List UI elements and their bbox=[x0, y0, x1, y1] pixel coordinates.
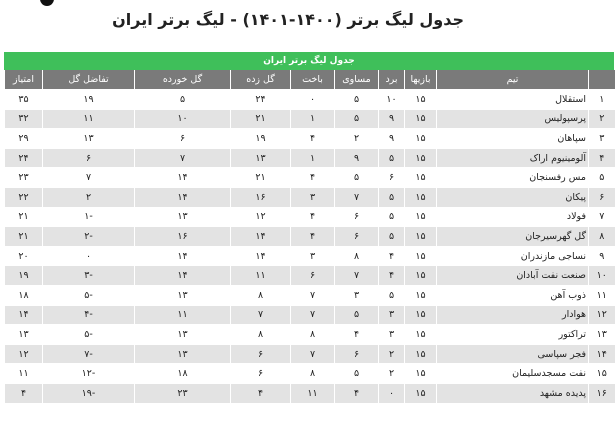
cell-goals-against: ۱۴ bbox=[135, 246, 231, 266]
cell-team: نساجی مازندران bbox=[437, 246, 589, 266]
cell-lost: ۷ bbox=[291, 285, 335, 305]
cell-points: ۱۲ bbox=[5, 344, 43, 364]
cell-lost: ۴ bbox=[291, 207, 335, 227]
cell-goals-for: ۲۴ bbox=[231, 90, 291, 110]
cell-drawn: ۶ bbox=[335, 344, 379, 364]
header-played: بازیها bbox=[405, 70, 437, 90]
cell-lost: ۰ bbox=[291, 90, 335, 110]
cell-points: ۲۹ bbox=[5, 129, 43, 149]
cell-goals-for: ۱۹ bbox=[231, 129, 291, 149]
header-won: برد bbox=[379, 70, 405, 90]
cell-won: ۵ bbox=[379, 187, 405, 207]
cell-rank: ۱ bbox=[589, 90, 615, 110]
cell-goals-for: ۶ bbox=[231, 344, 291, 364]
table-row bbox=[5, 383, 615, 402]
header-team: تیم bbox=[437, 70, 589, 90]
table-row bbox=[5, 90, 615, 110]
header-lost: باخت bbox=[291, 70, 335, 90]
cell-played: ۱۵ bbox=[405, 90, 437, 110]
cell-played: ۱۵ bbox=[405, 227, 437, 247]
header-rank bbox=[589, 70, 615, 90]
cell-drawn: ۸ bbox=[335, 246, 379, 266]
cell-lost: ۸ bbox=[291, 364, 335, 384]
cell-team: نفت مسجدسلیمان bbox=[437, 364, 589, 384]
cell-points: ۳۵ bbox=[5, 90, 43, 110]
table-row bbox=[5, 148, 615, 168]
cell-rank: ۸ bbox=[589, 227, 615, 247]
cell-goals-for: ۱۴ bbox=[231, 227, 291, 247]
cell-goal-difference: ۷ bbox=[43, 168, 135, 188]
cell-played: ۱۵ bbox=[405, 285, 437, 305]
cell-goals-for: ۴ bbox=[231, 383, 291, 402]
cell-lost: ۱۱ bbox=[291, 383, 335, 402]
cell-goal-difference: -۷ bbox=[43, 344, 135, 364]
cell-goal-difference: -۵ bbox=[43, 325, 135, 345]
cell-rank: ۱۱ bbox=[589, 285, 615, 305]
cell-played: ۱۵ bbox=[405, 148, 437, 168]
table-row bbox=[5, 109, 615, 129]
cell-team: استقلال bbox=[437, 90, 589, 110]
table-row bbox=[5, 187, 615, 207]
cell-goals-for: ۱۴ bbox=[231, 246, 291, 266]
cell-goals-for: ۱۱ bbox=[231, 266, 291, 286]
cell-lost: ۴ bbox=[291, 227, 335, 247]
cell-lost: ۳ bbox=[291, 246, 335, 266]
cell-played: ۱۵ bbox=[405, 187, 437, 207]
cell-won: ۱۰ bbox=[379, 90, 405, 110]
header-points: امتیاز bbox=[5, 70, 43, 90]
cell-played: ۱۵ bbox=[405, 325, 437, 345]
cell-drawn: ۵ bbox=[335, 305, 379, 325]
cell-played: ۱۵ bbox=[405, 305, 437, 325]
cell-drawn: ۲ bbox=[335, 129, 379, 149]
cell-team: فجر سپاسی bbox=[437, 344, 589, 364]
header-drawn: مساوی bbox=[335, 70, 379, 90]
cell-goal-difference: -۵ bbox=[43, 285, 135, 305]
cell-rank: ۳ bbox=[589, 129, 615, 149]
cell-lost: ۴ bbox=[291, 168, 335, 188]
cell-team: سپاهان bbox=[437, 129, 589, 149]
table-row bbox=[5, 266, 615, 286]
cell-goals-against: ۲۳ bbox=[135, 383, 231, 402]
cell-team: هوادار bbox=[437, 305, 589, 325]
table-row bbox=[5, 285, 615, 305]
cell-played: ۱۵ bbox=[405, 129, 437, 149]
cell-points: ۱۸ bbox=[5, 285, 43, 305]
table-row bbox=[5, 305, 615, 325]
cell-team: صنعت نفت آبادان bbox=[437, 266, 589, 286]
table-row bbox=[5, 344, 615, 364]
cell-team: گل گهرسیرجان bbox=[437, 227, 589, 247]
cell-goal-difference: ۰ bbox=[43, 246, 135, 266]
cell-played: ۱۵ bbox=[405, 364, 437, 384]
cell-rank: ۴ bbox=[589, 148, 615, 168]
cell-drawn: ۴ bbox=[335, 325, 379, 345]
table-row bbox=[5, 325, 615, 345]
table-body bbox=[5, 90, 615, 403]
cell-drawn: ۵ bbox=[335, 168, 379, 188]
cell-lost: ۶ bbox=[291, 266, 335, 286]
cell-goals-against: ۱۳ bbox=[135, 285, 231, 305]
cell-played: ۱۵ bbox=[405, 266, 437, 286]
cell-rank: ۹ bbox=[589, 246, 615, 266]
table-row bbox=[5, 129, 615, 149]
cell-points: ۱۳ bbox=[5, 325, 43, 345]
cell-rank: ۱۶ bbox=[589, 383, 615, 402]
cell-team: ذوب آهن bbox=[437, 285, 589, 305]
cell-rank: ۱۳ bbox=[589, 325, 615, 345]
cell-played: ۱۵ bbox=[405, 344, 437, 364]
cell-played: ۱۵ bbox=[405, 207, 437, 227]
cell-lost: ۷ bbox=[291, 305, 335, 325]
cell-team: مس رفسنجان bbox=[437, 168, 589, 188]
table-row bbox=[5, 207, 615, 227]
cell-goals-for: ۶ bbox=[231, 364, 291, 384]
cell-rank: ۷ bbox=[589, 207, 615, 227]
corner-dot bbox=[40, 0, 54, 6]
cell-won: ۴ bbox=[379, 266, 405, 286]
cell-points: ۱۹ bbox=[5, 266, 43, 286]
table-row bbox=[5, 168, 615, 188]
cell-played: ۱۵ bbox=[405, 109, 437, 129]
cell-drawn: ۶ bbox=[335, 227, 379, 247]
cell-won: ۳ bbox=[379, 305, 405, 325]
cell-points: ۳۲ bbox=[5, 109, 43, 129]
cell-won: ۰ bbox=[379, 383, 405, 402]
cell-drawn: ۵ bbox=[335, 364, 379, 384]
table-caption: جدول لیگ برتر ایران bbox=[4, 52, 614, 70]
cell-won: ۵ bbox=[379, 227, 405, 247]
cell-goals-for: ۱۳ bbox=[231, 148, 291, 168]
cell-goals-against: ۱۴ bbox=[135, 168, 231, 188]
page-title: جدول لیگ برتر (۱۴۰۰-۱۴۰۱) - لیگ برتر ایران bbox=[112, 10, 464, 29]
cell-points: ۲۱ bbox=[5, 227, 43, 247]
cell-goals-for: ۸ bbox=[231, 285, 291, 305]
cell-lost: ۴ bbox=[291, 129, 335, 149]
cell-played: ۱۵ bbox=[405, 168, 437, 188]
cell-points: ۴ bbox=[5, 383, 43, 402]
cell-drawn: ۷ bbox=[335, 266, 379, 286]
cell-team: تراکتور bbox=[437, 325, 589, 345]
cell-won: ۵ bbox=[379, 207, 405, 227]
cell-drawn: ۷ bbox=[335, 187, 379, 207]
cell-goals-against: ۷ bbox=[135, 148, 231, 168]
cell-lost: ۸ bbox=[291, 325, 335, 345]
cell-won: ۲ bbox=[379, 364, 405, 384]
cell-won: ۹ bbox=[379, 109, 405, 129]
cell-points: ۲۲ bbox=[5, 187, 43, 207]
cell-points: ۲۰ bbox=[5, 246, 43, 266]
cell-won: ۵ bbox=[379, 285, 405, 305]
cell-drawn: ۵ bbox=[335, 109, 379, 129]
cell-team: فولاد bbox=[437, 207, 589, 227]
cell-lost: ۷ bbox=[291, 344, 335, 364]
cell-goals-against: ۱۱ bbox=[135, 305, 231, 325]
cell-goal-difference: -۱۹ bbox=[43, 383, 135, 402]
cell-goals-for: ۷ bbox=[231, 305, 291, 325]
table-header-row bbox=[5, 70, 615, 90]
cell-rank: ۲ bbox=[589, 109, 615, 129]
cell-won: ۲ bbox=[379, 344, 405, 364]
cell-won: ۶ bbox=[379, 168, 405, 188]
cell-goals-for: ۸ bbox=[231, 325, 291, 345]
cell-goal-difference: -۴ bbox=[43, 305, 135, 325]
cell-goals-for: ۲۱ bbox=[231, 109, 291, 129]
cell-goal-difference: ۱۱ bbox=[43, 109, 135, 129]
cell-rank: ۱۵ bbox=[589, 364, 615, 384]
cell-team: آلومینیوم اراک bbox=[437, 148, 589, 168]
table-row bbox=[5, 246, 615, 266]
cell-goals-against: ۱۳ bbox=[135, 207, 231, 227]
cell-goals-against: ۱۴ bbox=[135, 187, 231, 207]
cell-goals-against: ۱۶ bbox=[135, 227, 231, 247]
cell-goals-against: ۱۸ bbox=[135, 364, 231, 384]
cell-goal-difference: ۶ bbox=[43, 148, 135, 168]
cell-goals-for: ۱۲ bbox=[231, 207, 291, 227]
cell-drawn: ۵ bbox=[335, 90, 379, 110]
cell-goals-against: ۱۴ bbox=[135, 266, 231, 286]
cell-rank: ۱۲ bbox=[589, 305, 615, 325]
cell-points: ۲۴ bbox=[5, 148, 43, 168]
cell-drawn: ۳ bbox=[335, 285, 379, 305]
cell-played: ۱۵ bbox=[405, 246, 437, 266]
cell-played: ۱۵ bbox=[405, 383, 437, 402]
cell-team: پرسپولیس bbox=[437, 109, 589, 129]
cell-points: ۲۱ bbox=[5, 207, 43, 227]
cell-points: ۲۳ bbox=[5, 168, 43, 188]
cell-won: ۵ bbox=[379, 148, 405, 168]
cell-drawn: ۹ bbox=[335, 148, 379, 168]
cell-drawn: ۴ bbox=[335, 383, 379, 402]
cell-goal-difference: -۱ bbox=[43, 207, 135, 227]
header-goal-difference: تفاضل گل bbox=[43, 70, 135, 90]
cell-won: ۹ bbox=[379, 129, 405, 149]
table-row bbox=[5, 364, 615, 384]
cell-rank: ۶ bbox=[589, 187, 615, 207]
cell-rank: ۵ bbox=[589, 168, 615, 188]
cell-points: ۱۴ bbox=[5, 305, 43, 325]
header-goals-against: گل خورده bbox=[135, 70, 231, 90]
cell-goals-against: ۶ bbox=[135, 129, 231, 149]
cell-won: ۳ bbox=[379, 325, 405, 345]
cell-goal-difference: ۱۹ bbox=[43, 90, 135, 110]
table-row bbox=[5, 227, 615, 247]
cell-drawn: ۶ bbox=[335, 207, 379, 227]
cell-goals-against: ۱۳ bbox=[135, 344, 231, 364]
cell-goals-for: ۱۶ bbox=[231, 187, 291, 207]
cell-rank: ۱۰ bbox=[589, 266, 615, 286]
cell-won: ۴ bbox=[379, 246, 405, 266]
cell-goals-against: ۱۰ bbox=[135, 109, 231, 129]
cell-points: ۱۱ bbox=[5, 364, 43, 384]
cell-goal-difference: ۲ bbox=[43, 187, 135, 207]
league-table-container bbox=[4, 52, 614, 403]
cell-rank: ۱۴ bbox=[589, 344, 615, 364]
cell-goal-difference: -۲ bbox=[43, 227, 135, 247]
cell-goals-for: ۲۱ bbox=[231, 168, 291, 188]
cell-lost: ۱ bbox=[291, 148, 335, 168]
cell-lost: ۳ bbox=[291, 187, 335, 207]
header-goals-for: گل زده bbox=[231, 70, 291, 90]
cell-goal-difference: ۱۳ bbox=[43, 129, 135, 149]
cell-lost: ۱ bbox=[291, 109, 335, 129]
cell-goals-against: ۱۳ bbox=[135, 325, 231, 345]
cell-team: پیکان bbox=[437, 187, 589, 207]
cell-team: پدیده مشهد bbox=[437, 383, 589, 402]
cell-goals-against: ۵ bbox=[135, 90, 231, 110]
cell-goal-difference: -۳ bbox=[43, 266, 135, 286]
league-table bbox=[4, 70, 615, 403]
cell-goal-difference: -۱۲ bbox=[43, 364, 135, 384]
